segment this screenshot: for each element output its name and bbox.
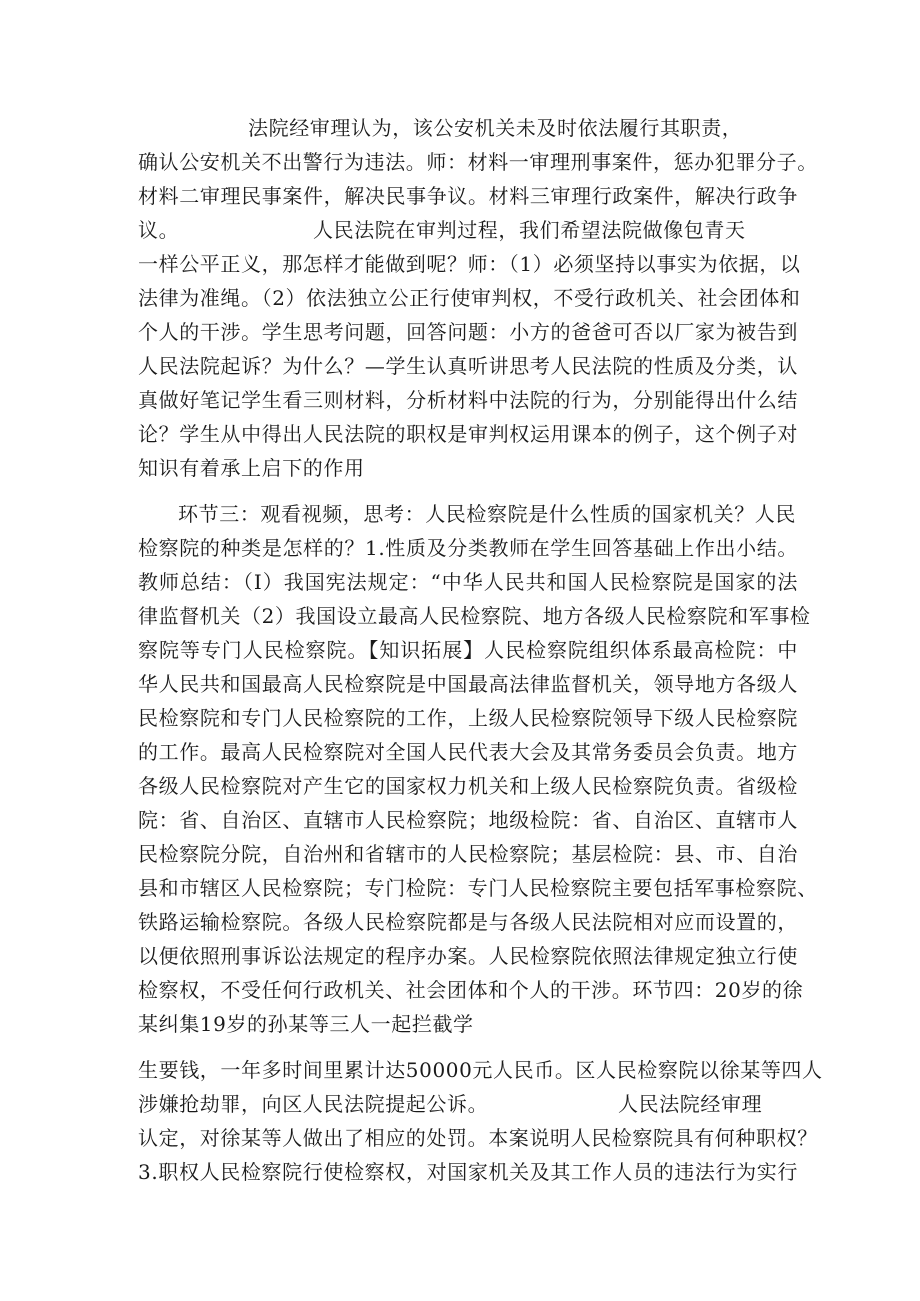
text-line: 检察权，不受任何行政机关、社会团体和个人的干涉。环节四：20岁的徐	[138, 978, 804, 1002]
text-line: 一样公平正义，那怎样才能做到呢？师：（1）必须坚持以事实为依据，以	[138, 252, 801, 276]
text-line: 铁路运输检察院。各级人民检察院都是与各级人民法院相对应而设置的，	[138, 910, 798, 934]
text-line: 真做好笔记学生看三则材料，分析材料中法院的行为，分别能得出什么结	[138, 388, 798, 412]
text-line: 以便依照刑事诉讼法规定的程序办案。人民检察院依照法律规定独立行使	[138, 944, 798, 968]
text-line: 的工作。最高人民检察院对全国人民代表大会及其常务委员会负责。地方	[138, 740, 798, 764]
text-line: 议。	[138, 218, 180, 242]
text-line: 院：省、自治区、直辖市人民检察院；地级检院：省、自治区、直辖市人	[138, 808, 798, 832]
text-line: 察院等专门人民检察院。【知识拓展】人民检察院组织体系最高检院：中	[138, 638, 798, 662]
text-line: 检察院的种类是怎样的？1.性质及分类教师在学生回答基础上作出小结。	[138, 536, 798, 560]
text-line: 民检察院分院，自治州和省辖市的人民检察院；基层检院：县、市、自治	[138, 842, 798, 866]
text-line: 律监督机关（2）我国设立最高人民检察院、地方各级人民检察院和军事检	[138, 604, 811, 628]
text-line: 某纠集19岁的孙某等三人一起拦截学	[138, 1012, 474, 1036]
text-line: 县和市辖区人民检察院；专门检院：专门人民检察院主要包括军事检察院、	[138, 876, 818, 900]
text-line: 环节三：观看视频，思考：人民检察院是什么性质的国家机关？人民	[178, 502, 796, 526]
text-line: 法院经审理认为，该公安机关未及时依法履行其职责，	[248, 116, 743, 140]
text-line: 教师总结：（I）我国宪法规定：“中华人民共和国人民检察院是国家的法	[138, 570, 798, 594]
text-line: 人民法院经审理	[618, 1092, 763, 1116]
text-line: 确认公安机关不出警行为违法。师：材料一审理刑事案件，惩办犯罪分子。	[138, 150, 818, 174]
text-line: 论？学生从中得出人民法院的职权是审判权运用课本的例子，这个例子对	[138, 422, 798, 446]
text-line: 认定，对徐某等人做出了相应的处罚。本案说明人民检察院具有何种职权？	[138, 1126, 818, 1150]
text-line: 知识有着承上启下的作用	[138, 456, 365, 480]
text-line: 涉嫌抢劫罪，向区人民法院提起公诉。	[138, 1092, 489, 1116]
text-line: 个人的干涉。学生思考问题，回答问题：小方的爸爸可否以厂家为被告到	[138, 320, 798, 344]
text-line: 民检察院和专门人民检察院的工作，上级人民检察院领导下级人民检察院	[138, 706, 798, 730]
text-line: 华人民共和国最高人民检察院是中国最高法律监督机关，领导地方各级人	[138, 672, 798, 696]
text-line: 各级人民检察院对产生它的国家权力机关和上级人民检察院负责。省级检	[138, 774, 798, 798]
text-line: 材料二审理民事案件，解决民事争议。材料三审理行政案件，解决行政争	[138, 184, 798, 208]
text-line: 生要钱，一年多时间里累计达50000元人民币。区人民检察院以徐某等四人	[138, 1058, 823, 1082]
text-line: 法律为准绳。（2）依法独立公正行使审判权，不受行政机关、社会团体和	[138, 286, 801, 310]
text-line: 人民法院在审判过程，我们希望法院做像包青天	[313, 218, 746, 242]
text-line: 3.职权人民检察院行使检察权，对国家机关及其工作人员的违法行为实行	[138, 1160, 798, 1184]
text-line: 人民法院起诉？为什么？—学生认真听讲思考人民法院的性质及分类，认	[138, 354, 798, 378]
